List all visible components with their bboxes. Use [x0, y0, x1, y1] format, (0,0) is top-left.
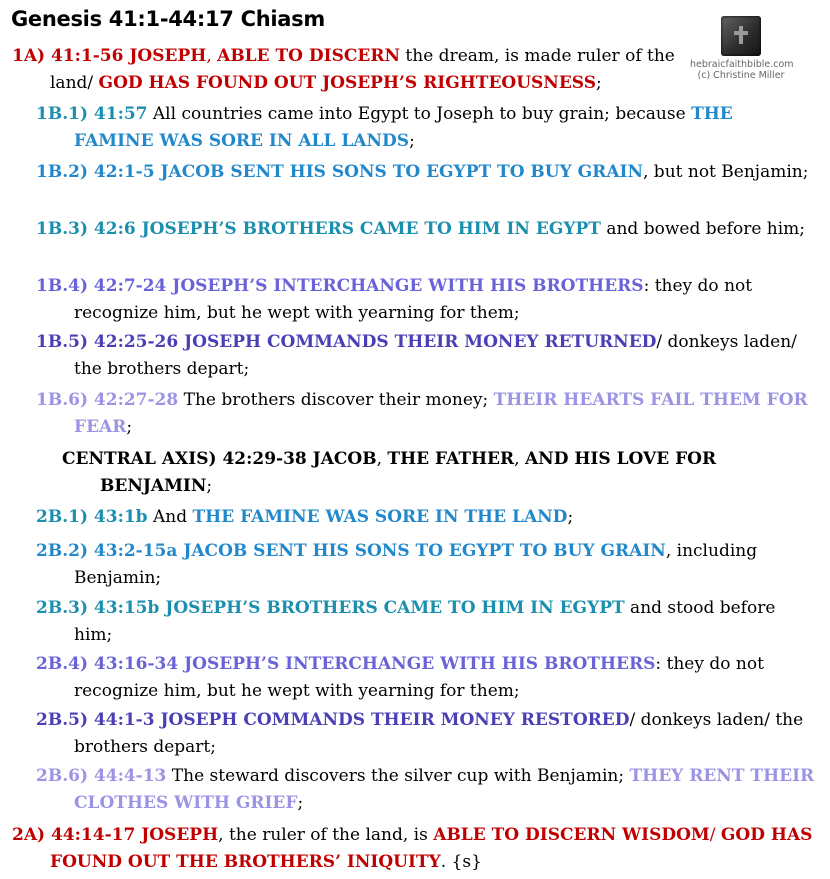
chiasm-1b6 [36, 387, 826, 441]
chiasm-central-axis [62, 446, 820, 500]
emphasis-2a-2: GOD HAS FOUND OUT THE BROTHERS’ INIQUITY [50, 825, 813, 872]
label-2a: 2A) 44:14-17 JOSEPH [12, 825, 219, 845]
chiasm-2b4 [36, 651, 830, 705]
text-2a-1: , the ruler of the land, is [218, 825, 434, 845]
label-2b5: 2B.5) 44:1-3 JOSEPH COMMANDS THEIR MONEY RESTORED [36, 710, 630, 730]
text-1a-2: ; [596, 73, 602, 93]
label-1b5: 1B.5) 42:25-26 JOSEPH COMMANDS THEIR MONEY RETURNED [36, 332, 657, 352]
site-logo [690, 16, 792, 81]
text-2b6-1: The steward discovers the silver cup with Benjamin; [166, 766, 630, 786]
emphasis-1a-2: GOD HAS FOUND OUT JOSEPH’S RIGHTEOUSNESS [98, 73, 596, 93]
label-2b6: 2B.6) 44:4-13 [36, 766, 167, 786]
emphasis-2b6: THEY RENT THEIR CLOTHES WITH GRIEF [74, 766, 815, 813]
emphasis-2b1: THE FAMINE WAS SORE IN THE LAND [192, 507, 568, 527]
label-1a: 1A) 41:1-56 JOSEPH [12, 46, 207, 66]
label-2b2: 2B.2) 43:2-15a JACOB SENT HIS SONS TO EGYPT TO BUY GRAIN [36, 541, 666, 561]
text-2b1-1: And [147, 507, 193, 527]
slash-2a: / [709, 825, 721, 845]
text-1b6-1: The brothers discover their money; [178, 390, 494, 410]
text-2b6-2: ; [297, 793, 304, 813]
comma-1a: , [206, 46, 218, 66]
logo-site: hebraicfaithbible.com [690, 59, 794, 70]
chiasm-2b1 [36, 504, 826, 531]
chiasm-2b3 [36, 595, 814, 649]
chiasm-1b2 [36, 159, 822, 186]
text-1a-1: the dream, is made ruler of the land/ [50, 46, 675, 93]
text-1b1-2: ; [409, 131, 415, 151]
chiasm-2b5 [36, 707, 826, 761]
chiasm-1b5 [36, 329, 826, 383]
chiasm-1a [12, 43, 690, 97]
text-1b3: and bowed before him; [600, 219, 806, 239]
chiasm-1b4 [36, 273, 826, 327]
chiasm-2a [12, 822, 830, 876]
label-1b6: 1B.6) 42:27-28 [36, 390, 179, 410]
chiasm-1b3 [36, 216, 826, 243]
emphasis-1b6: THEIR HEARTS FAIL THEM FOR FEAR [74, 390, 808, 437]
chiasm-1b1 [36, 101, 814, 155]
text-2b1-2: ; [567, 507, 574, 527]
label-axis: CENTRAL AXIS) 42:29-38 JACOB [62, 449, 377, 469]
label-2b1: 2B.1) 43:1b [36, 507, 148, 527]
text-axis: ; [206, 476, 213, 496]
text-2b5: / donkeys laden/ the brothers depart; [74, 710, 804, 757]
text-2b4: : they do not recognize him, but he wept with yearning for them; [74, 654, 764, 701]
comma-axis-1: , [376, 449, 388, 469]
text-1b1-1: All countries came into Egypt to Joseph to buy grain; because [147, 104, 692, 124]
page-title: Genesis 41:1-44:17 Chiasm [11, 7, 325, 31]
text-2a-2: . {s} [440, 852, 482, 872]
emphasis-axis-2: AND HIS LOVE FOR BENJAMIN [100, 449, 717, 496]
label-1b1: 1B.1) 41:57 [36, 104, 148, 124]
emphasis-2a-1: ABLE TO DISCERN WISDOM [433, 825, 710, 845]
emphasis-1b1: THE FAMINE WAS SORE IN ALL LANDS [74, 104, 733, 151]
emphasis-1a-1: ABLE TO DISCERN [217, 46, 401, 66]
label-1b4: 1B.4) 42:7-24 JOSEPH’S INTERCHANGE WITH HIS BROTHERS [36, 276, 644, 296]
text-2b2: , including Benjamin; [74, 541, 758, 588]
bible-book-icon [721, 16, 761, 56]
label-2b3: 2B.3) 43:15b JOSEPH’S BROTHERS CAME TO HIM IN EGYPT [36, 598, 625, 618]
logo-copyright: (c) Christine Miller [697, 70, 785, 81]
label-2b4: 2B.4) 43:16-34 JOSEPH’S INTERCHANGE WITH HIS BROTHERS [36, 654, 656, 674]
text-1b5: / donkeys laden/ the brothers depart; [74, 332, 797, 379]
chiasm-2b6 [36, 763, 826, 817]
comma-axis-2: , [514, 449, 525, 469]
text-1b6-2: ; [126, 417, 133, 437]
text-1b4: : they do not recognize him, but he wept with yearning for them; [74, 276, 753, 323]
emphasis-axis-1: THE FATHER [387, 449, 515, 469]
text-1b2: , but not Benjamin; [643, 162, 809, 182]
text-2b3: and stood before him; [74, 598, 776, 645]
chiasm-2b2 [36, 538, 830, 592]
label-1b2: 1B.2) 42:1-5 JACOB SENT HIS SONS TO EGYPT TO BUY GRAIN [36, 162, 643, 182]
label-1b3: 1B.3) 42:6 JOSEPH’S BROTHERS CAME TO HIM IN EGYPT [36, 219, 601, 239]
